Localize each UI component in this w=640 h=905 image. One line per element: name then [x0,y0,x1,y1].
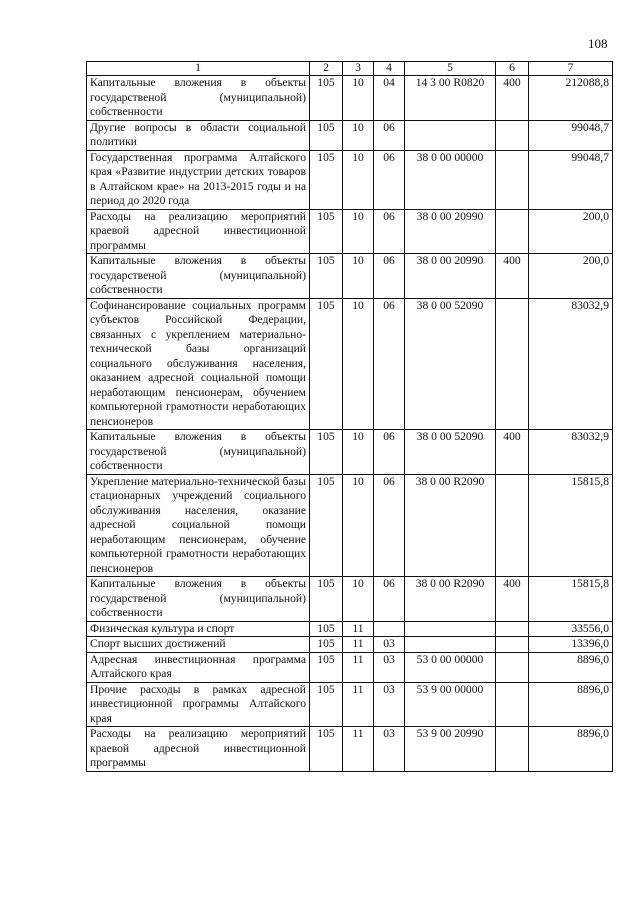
row-ministry-code: 105 [310,637,343,653]
row-ministry-code: 105 [310,430,343,475]
row-sum: 83032,9 [529,430,613,475]
header-col-7: 7 [529,62,613,76]
row-ministry-code: 105 [310,298,343,430]
row-sum: 8896,0 [529,652,613,682]
header-col-2: 2 [310,62,343,76]
row-section: 10 [343,577,374,622]
row-subsection: 06 [374,298,405,430]
row-ministry-code: 105 [310,652,343,682]
row-ministry-code: 105 [310,150,343,209]
table-header-row [87,62,613,76]
row-expense-type [496,727,529,772]
header-col-3: 3 [343,62,374,76]
row-target-article [405,621,496,637]
table-row [87,577,613,622]
row-section: 11 [343,637,374,653]
row-name: Софинансирование социальных программ субъектов Российской Федерации, связанных с укреплением материально-технической базы организаций социального обслуживания населения, оказанием адресной социальной помощи неработающим пенсионерам, обучением компьютерной грамотности неработающих пенсионеров [87,298,310,430]
row-ministry-code: 105 [310,682,343,727]
row-expense-type: 400 [496,430,529,475]
table-row [87,637,613,653]
row-name: Адресная инвестиционная программа Алтайского края [87,652,310,682]
row-sum: 15815,8 [529,474,613,577]
row-section: 10 [343,298,374,430]
row-section: 10 [343,474,374,577]
row-target-article: 38 0 00 20990 [405,254,496,299]
table-row [87,120,613,150]
header-col-4: 4 [374,62,405,76]
row-subsection: 06 [374,120,405,150]
row-expense-type [496,120,529,150]
row-name: Расходы на реализацию мероприятий краевой адресной инвестиционной программы [87,727,310,772]
row-name: Капитальные вложения в объекты государственой (муниципальной) собственности [87,577,310,622]
page-number: 108 [588,36,608,51]
row-expense-type [496,652,529,682]
row-section: 10 [343,254,374,299]
table-row [87,209,613,254]
table-row [87,76,613,121]
row-section: 10 [343,150,374,209]
header-col-6: 6 [496,62,529,76]
row-sum: 99048,7 [529,150,613,209]
row-sum: 83032,9 [529,298,613,430]
row-target-article: 38 0 00 52090 [405,298,496,430]
row-section: 11 [343,682,374,727]
row-name: Капитальные вложения в объекты государственой (муниципальной) собственности [87,254,310,299]
row-target-article [405,637,496,653]
row-expense-type: 400 [496,254,529,299]
row-section: 10 [343,120,374,150]
row-expense-type [496,298,529,430]
row-ministry-code: 105 [310,621,343,637]
row-sum: 8896,0 [529,727,613,772]
row-section: 11 [343,727,374,772]
row-section: 11 [343,621,374,637]
row-subsection: 03 [374,637,405,653]
row-subsection: 06 [374,430,405,475]
row-subsection: 06 [374,577,405,622]
row-ministry-code: 105 [310,120,343,150]
row-sum: 15815,8 [529,577,613,622]
row-sum: 200,0 [529,209,613,254]
row-subsection: 06 [374,254,405,299]
row-expense-type: 400 [496,76,529,121]
table-row [87,150,613,209]
row-target-article: 38 0 00 R2090 [405,474,496,577]
row-name: Другие вопросы в области социальной политики [87,120,310,150]
row-ministry-code: 105 [310,474,343,577]
table-row [87,621,613,637]
table-row [87,682,613,727]
row-name: Физическая культура и спорт [87,621,310,637]
row-sum: 13396,0 [529,637,613,653]
row-target-article: 53 9 00 20990 [405,727,496,772]
row-section: 10 [343,209,374,254]
row-sum: 212088,8 [529,76,613,121]
table-body [87,76,613,772]
row-name: Государственная программа Алтайского края «Развитие индустрии детских товаров в Алтайском крае» на 2013-2015 годы и на период до 2020 года [87,150,310,209]
row-target-article: 53 0 00 00000 [405,652,496,682]
row-subsection: 03 [374,682,405,727]
row-name: Капитальные вложения в объекты государственой (муниципальной) собственности [87,430,310,475]
row-subsection: 03 [374,652,405,682]
row-expense-type [496,474,529,577]
row-name: Расходы на реализацию мероприятий краевой адресной инвестиционной программы [87,209,310,254]
row-ministry-code: 105 [310,209,343,254]
row-section: 10 [343,430,374,475]
row-target-article: 38 0 00 00000 [405,150,496,209]
row-section: 11 [343,652,374,682]
row-subsection [374,621,405,637]
row-expense-type: 400 [496,577,529,622]
row-sum: 200,0 [529,254,613,299]
row-target-article: 38 0 00 20990 [405,209,496,254]
table-row [87,254,613,299]
row-name: Капитальные вложения в объекты государственой (муниципальной) собственности [87,76,310,121]
row-name: Спорт высших достижений [87,637,310,653]
budget-table [86,61,613,772]
row-ministry-code: 105 [310,76,343,121]
row-name: Прочие расходы в рамках адресной инвестиционной программы Алтайского края [87,682,310,727]
row-target-article: 38 0 00 52090 [405,430,496,475]
row-section: 10 [343,76,374,121]
row-subsection: 06 [374,209,405,254]
row-subsection: 03 [374,727,405,772]
row-subsection: 06 [374,474,405,577]
table-row [87,652,613,682]
row-subsection: 04 [374,76,405,121]
row-expense-type [496,637,529,653]
row-expense-type [496,682,529,727]
row-subsection: 06 [374,150,405,209]
row-ministry-code: 105 [310,577,343,622]
table-row [87,474,613,577]
row-sum: 99048,7 [529,120,613,150]
table-row [87,298,613,430]
row-target-article: 53 9 00 00000 [405,682,496,727]
row-ministry-code: 105 [310,727,343,772]
row-target-article [405,120,496,150]
row-sum: 33556,0 [529,621,613,637]
table-row [87,727,613,772]
row-ministry-code: 105 [310,254,343,299]
row-expense-type [496,209,529,254]
row-expense-type [496,621,529,637]
row-target-article: 38 0 00 R2090 [405,577,496,622]
table-row [87,430,613,475]
row-sum: 8896,0 [529,682,613,727]
row-name: Укрепление материально-технической базы стационарных учреждений социального обслуживания населения, оказание адресной социальной помощи неработающим пенсионерам, обучение компьютерной грамотности неработающих пенсионеров [87,474,310,577]
header-col-1: 1 [87,62,310,76]
row-expense-type [496,150,529,209]
header-col-5: 5 [405,62,496,76]
row-target-article: 14 3 00 R0820 [405,76,496,121]
